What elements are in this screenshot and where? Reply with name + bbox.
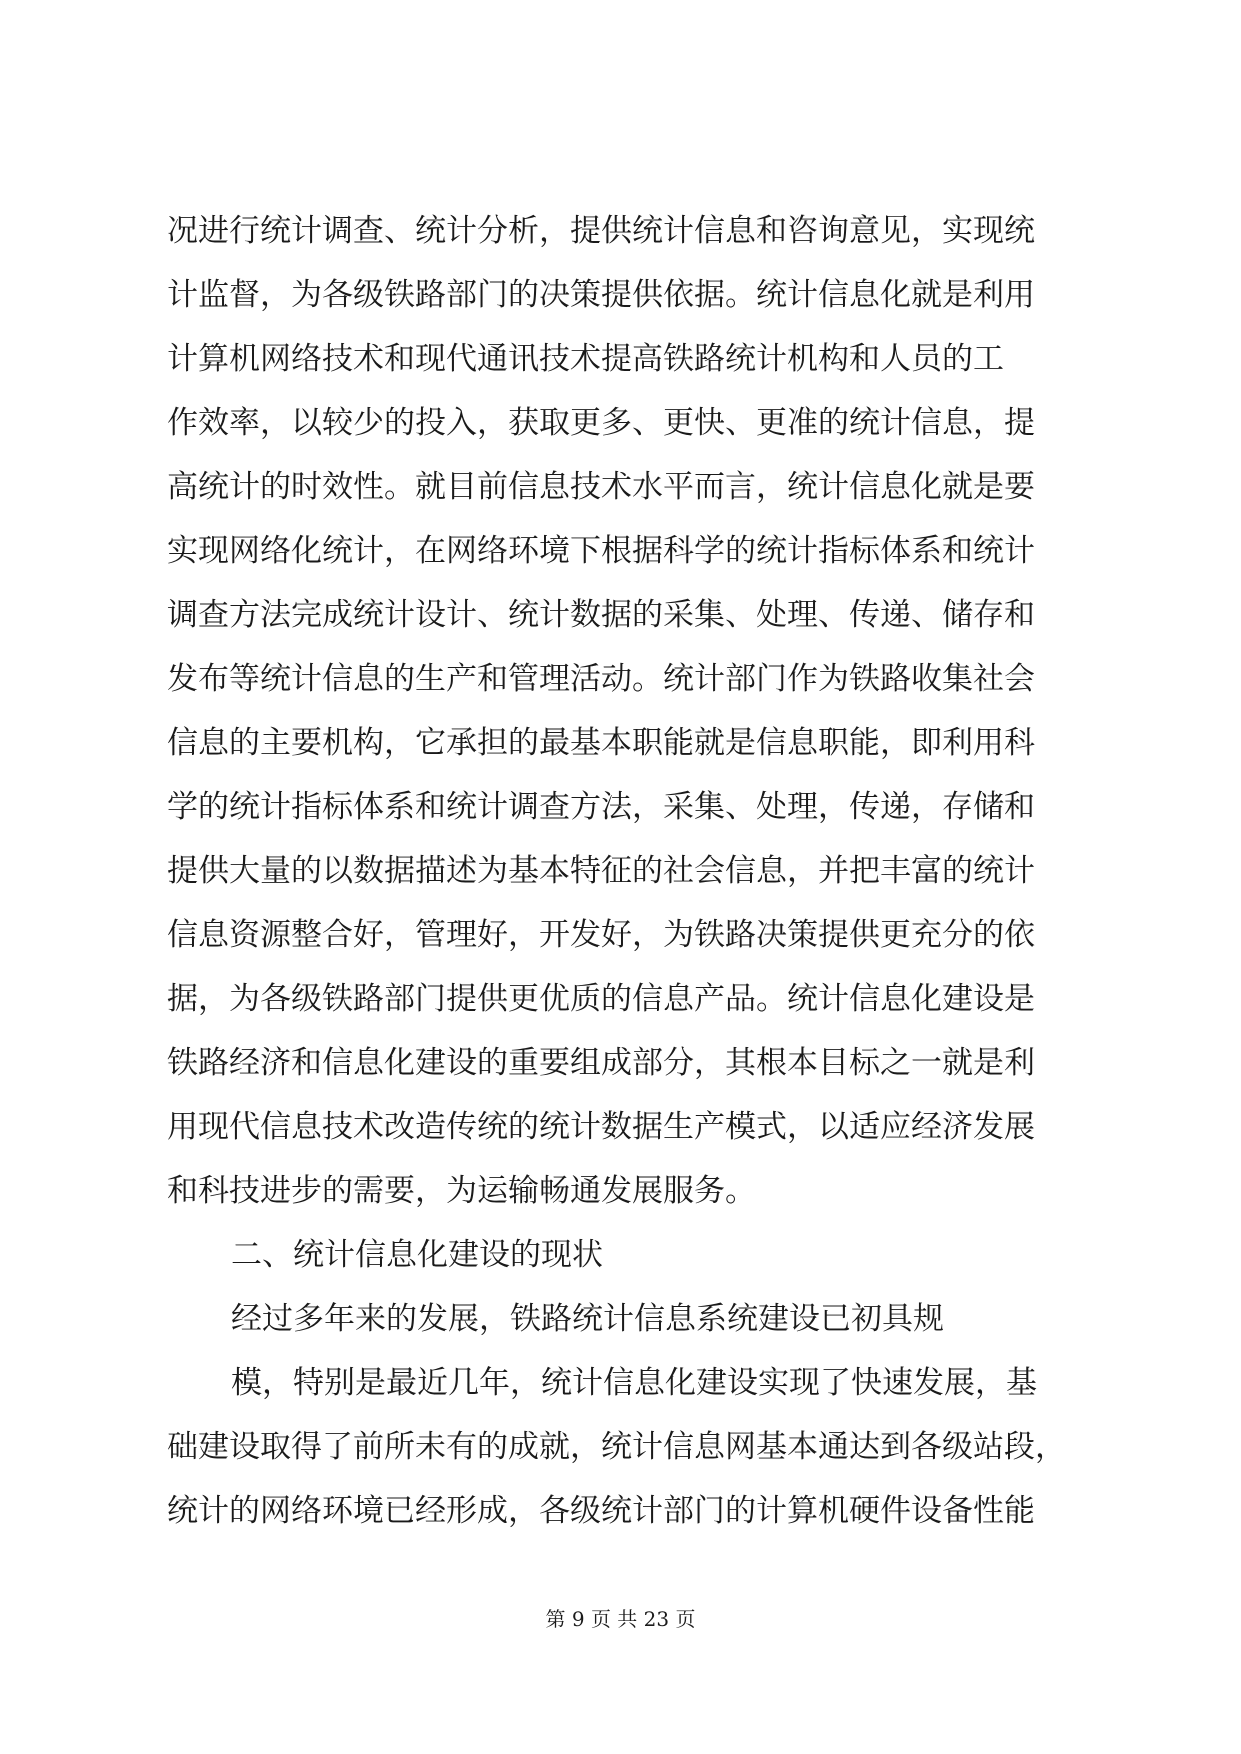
page-footer: 第 9 页 共 23 页 bbox=[545, 1607, 696, 1631]
text-line: 据，为各级铁路部门提供更优质的信息产品。统计信息化建设是 bbox=[167, 981, 1035, 1017]
section-heading: 二、统计信息化建设的现状 bbox=[231, 1237, 603, 1273]
text-line: 学的统计指标体系和统计调查方法，采集、处理，传递，存储和 bbox=[167, 789, 1035, 825]
text-line: 经过多年来的发展，铁路统计信息系统建设已初具规 bbox=[231, 1301, 944, 1337]
text-line: 作效率，以较少的投入，获取更多、更快、更准的统计信息，提 bbox=[167, 405, 1035, 441]
text-line: 铁路经济和信息化建设的重要组成部分，其根本目标之一就是利 bbox=[167, 1045, 1035, 1081]
text-line: 信息的主要机构，它承担的最基本职能就是信息职能，即利用科 bbox=[167, 725, 1035, 761]
text-line: 计算机网络技术和现代通讯技术提高铁路统计机构和人员的工 bbox=[167, 341, 1004, 377]
text-line: 和科技进步的需要，为运输畅通发展服务。 bbox=[167, 1173, 756, 1209]
text-line: 提供大量的以数据描述为基本特征的社会信息，并把丰富的统计 bbox=[167, 853, 1035, 889]
text-line: 计监督，为各级铁路部门的决策提供依据。统计信息化就是利用 bbox=[167, 277, 1035, 313]
text-line: 况进行统计调查、统计分析，提供统计信息和咨询意见，实现统 bbox=[167, 213, 1035, 249]
text-line: 高统计的时效性。就目前信息技术水平而言，统计信息化就是要 bbox=[167, 469, 1035, 505]
text-line: 用现代信息技术改造传统的统计数据生产模式，以适应经济发展 bbox=[167, 1109, 1035, 1145]
text-line: 实现网络化统计，在网络环境下根据科学的统计指标体系和统计 bbox=[167, 533, 1035, 569]
text-line: 信息资源整合好，管理好，开发好，为铁路决策提供更充分的依 bbox=[167, 917, 1035, 953]
text-line: 发布等统计信息的生产和管理活动。统计部门作为铁路收集社会 bbox=[167, 661, 1035, 697]
text-line: 模，特别是最近几年，统计信息化建设实现了快速发展，基 bbox=[231, 1365, 1037, 1401]
text-line: 础建设取得了前所未有的成就，统计信息网基本通达到各级站段， bbox=[167, 1429, 1066, 1465]
text-line: 统计的网络环境已经形成，各级统计部门的计算机硬件设备性能 bbox=[167, 1493, 1035, 1529]
body-text bbox=[167, 199, 1087, 1543]
text-line: 调查方法完成统计设计、统计数据的采集、处理、传递、储存和 bbox=[167, 597, 1035, 633]
